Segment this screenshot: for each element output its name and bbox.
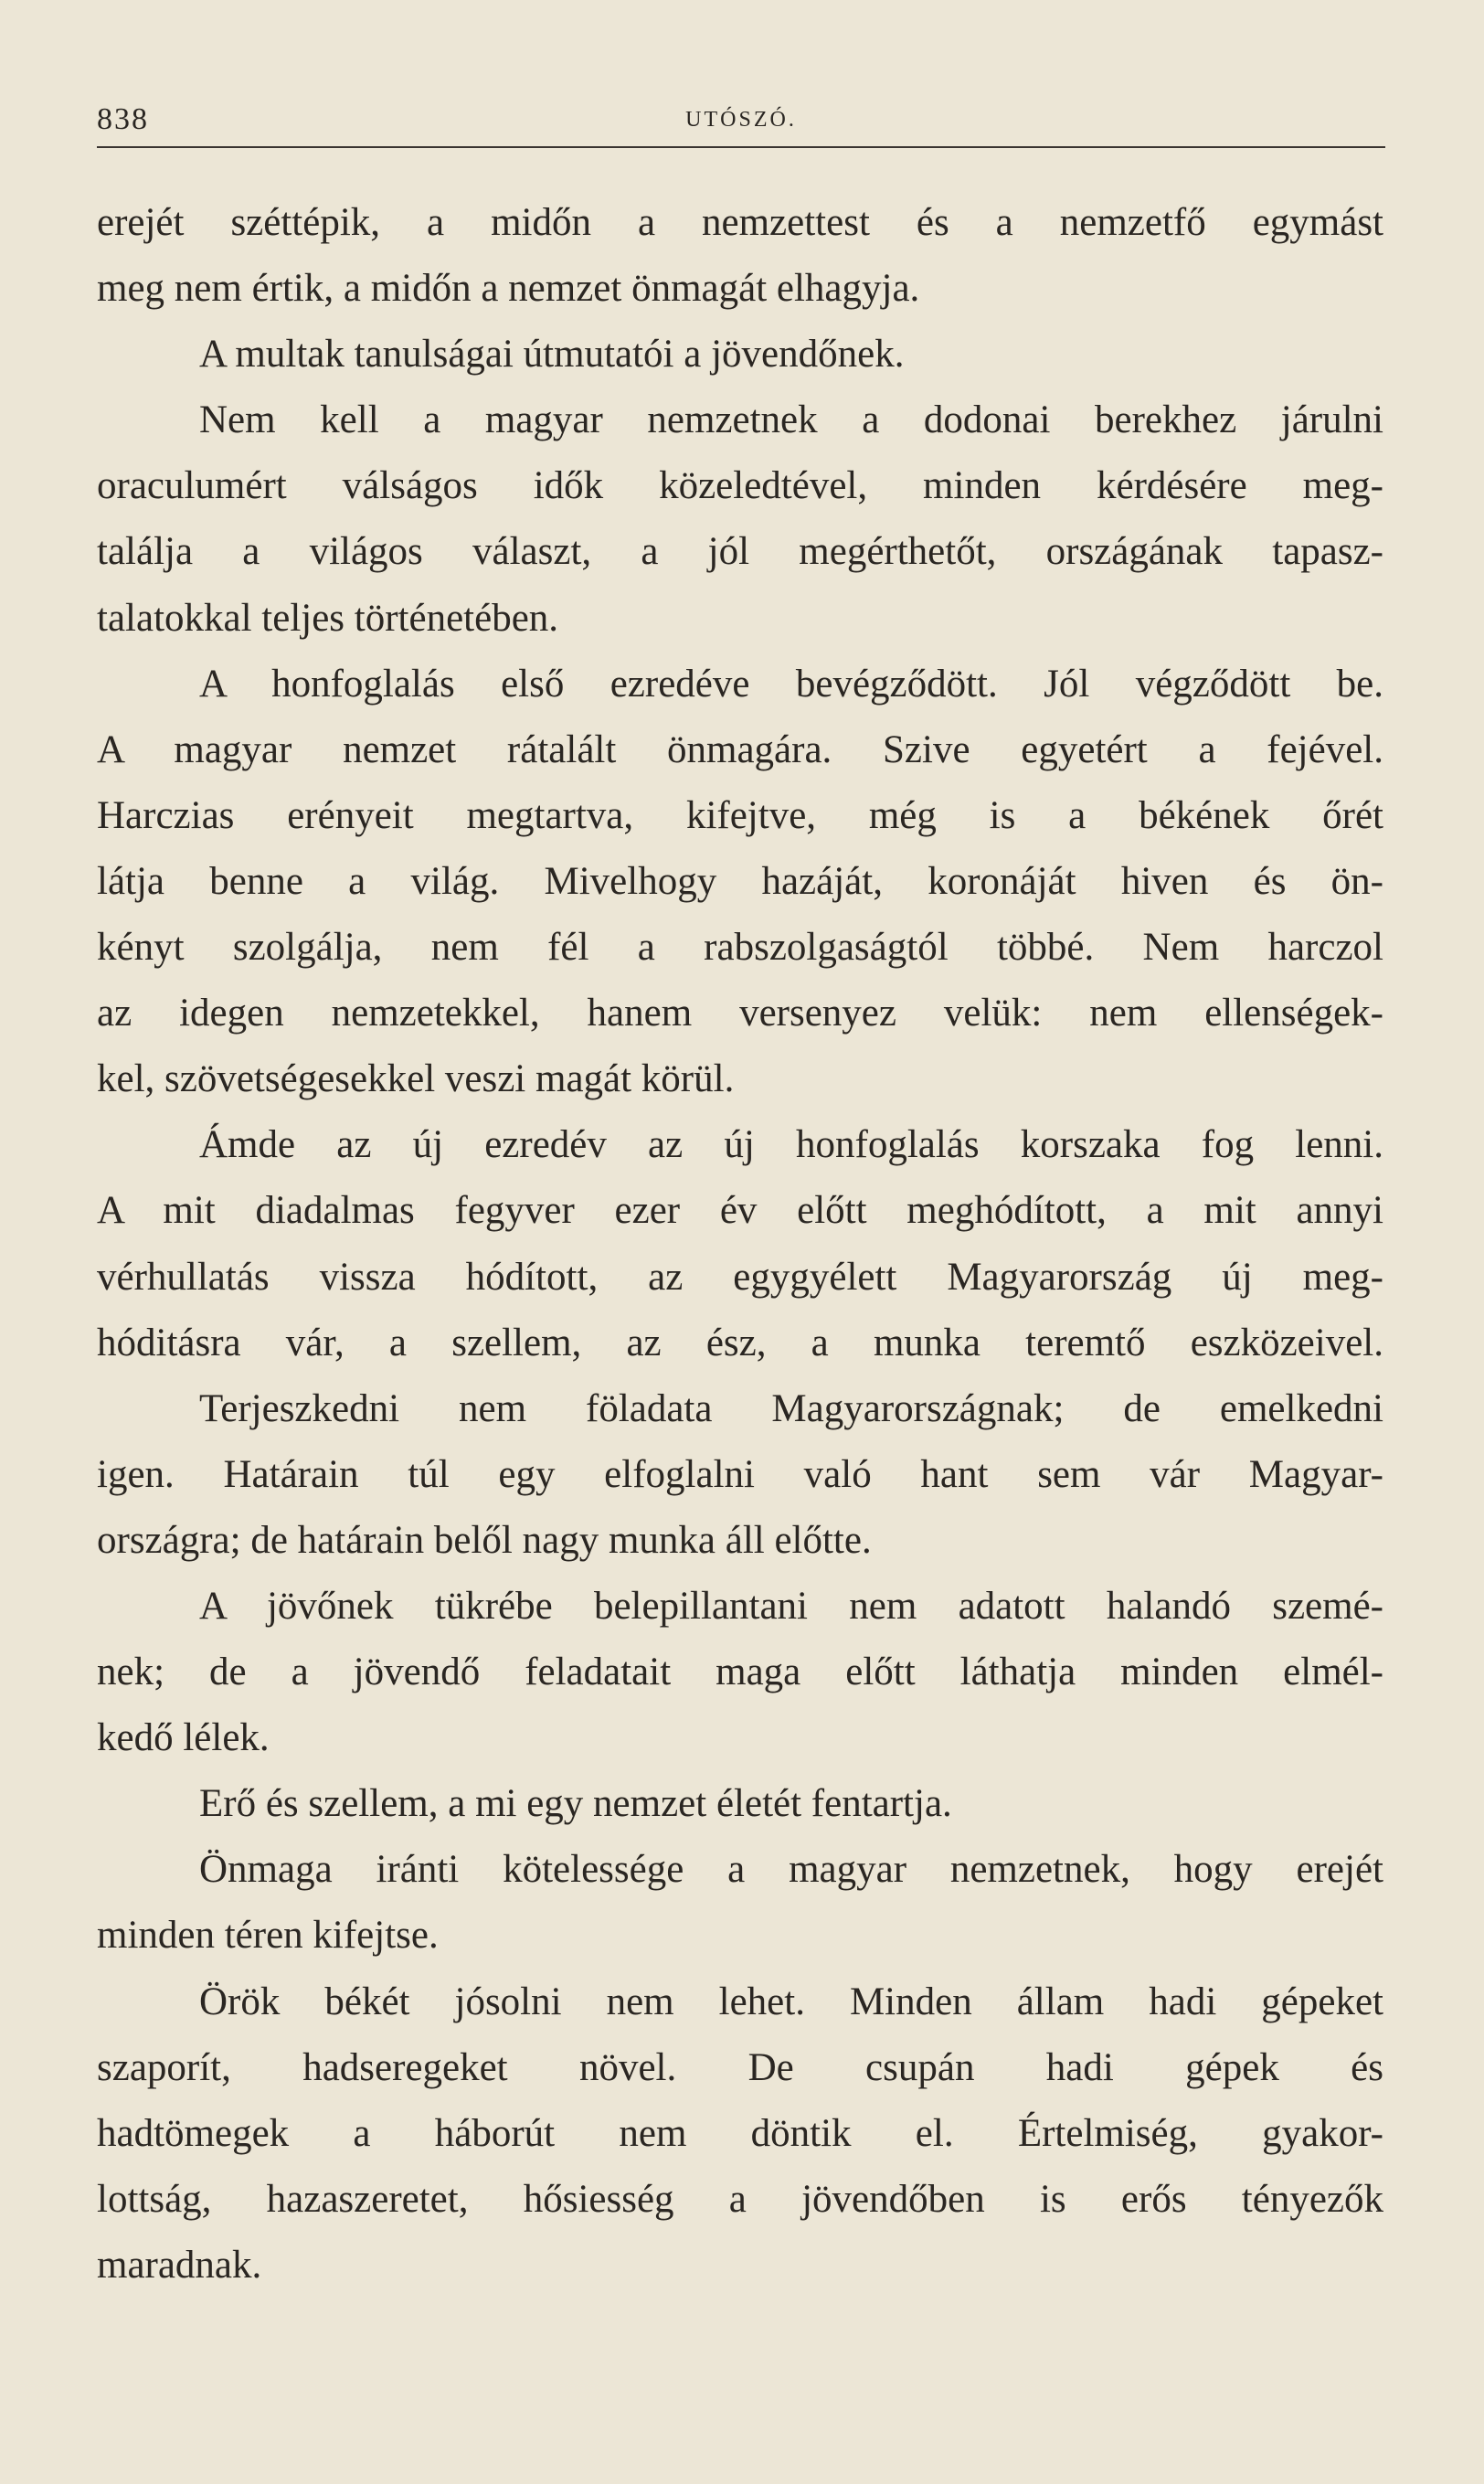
text-line: A jövőnek tükrébe belepillantani nem adatott halandó szemé- xyxy=(199,1584,1383,1628)
text-line: találja a világos választ, a jól megérthetőt, országának tapasz- xyxy=(97,530,1383,574)
text-line: meg nem értik, a midőn a nemzet önmagát elhagyja. xyxy=(97,267,920,311)
page-number: 838 xyxy=(97,102,149,136)
running-head: UTÓSZÓ. xyxy=(685,108,797,132)
body-text xyxy=(97,190,1383,2298)
text-line: az idegen nemzetekkel, hanem versenyez velük: nem ellenségek- xyxy=(97,992,1383,1035)
text-line: hadtömegek a háborút nem döntik el. Értelmiség, gyakor- xyxy=(97,2111,1383,2155)
text-line: talatokkal teljes történetében. xyxy=(97,596,559,640)
text-line: Önmaga iránti kötelessége a magyar nemzetnek, hogy erejét xyxy=(199,1848,1383,1892)
text-line: minden téren kifejtse. xyxy=(97,1914,439,1958)
text-line: kel, szövetségesekkel veszi magát körül. xyxy=(97,1057,735,1101)
page-header xyxy=(97,95,1385,150)
text-line: szaporít, hadseregeket növel. De csupán hadi gépek és xyxy=(97,2045,1383,2089)
text-line: országra; de határain belől nagy munka áll előtte. xyxy=(97,1518,872,1562)
text-line: Nem kell a magyar nemzetnek a dodonai berekhez járulni xyxy=(199,398,1383,442)
text-line: hóditásra vár, a szellem, az ész, a munka teremtő eszközeivel. xyxy=(97,1321,1383,1364)
text-line: A mit diadalmas fegyver ezer év előtt meghódított, a mit annyi xyxy=(97,1189,1383,1233)
text-line: oraculumért válságos idők közeledtével, minden kérdésére meg- xyxy=(97,464,1383,508)
text-line: A honfoglalás első ezredéve bevégződött. Jól végződött be. xyxy=(199,662,1383,706)
text-line: Terjeszkedni nem föladata Magyarországnak; de emelkedni xyxy=(199,1386,1383,1430)
text-line: vérhullatás vissza hódított, az egygyélett Magyarország új meg- xyxy=(97,1255,1383,1299)
text-line: kényt szolgálja, nem fél a rabszolgaságtól többé. Nem harczol xyxy=(97,926,1383,970)
text-line: maradnak. xyxy=(97,2243,262,2287)
text-line: látja benne a világ. Mivelhogy hazáját, koronáját hiven és ön- xyxy=(97,859,1383,903)
text-line: igen. Határain túl egy elfoglalni való hant sem vár Magyar- xyxy=(97,1452,1383,1496)
text-line: lottság, hazaszeretet, hősiesség a jövendőben is erős tényezők xyxy=(97,2177,1383,2221)
text-line: nek; de a jövendő feladatait maga előtt láthatja minden elmél- xyxy=(97,1651,1383,1694)
text-line: A magyar nemzet rátalált önmagára. Szive egyetért a fejével. xyxy=(97,727,1383,771)
header-rule xyxy=(97,146,1385,148)
text-line: Ámde az új ezredév az új honfoglalás korszaka fog lenni. xyxy=(199,1123,1383,1167)
text-line: Harczias erényeit megtartva, kifejtve, még is a békének őrét xyxy=(97,793,1383,837)
text-line: Örök békét jósolni nem lehet. Minden állam hadi gépeket xyxy=(199,1980,1383,2023)
text-line: Erő és szellem, a mi egy nemzet életét fentartja. xyxy=(199,1782,952,1826)
text-line: erejét széttépik, a midőn a nemzettest és a nemzetfő egymást xyxy=(97,201,1383,244)
text-line: A multak tanulságai útmutatói a jövendőnek. xyxy=(199,333,905,377)
text-line: kedő lélek. xyxy=(97,1716,270,1760)
